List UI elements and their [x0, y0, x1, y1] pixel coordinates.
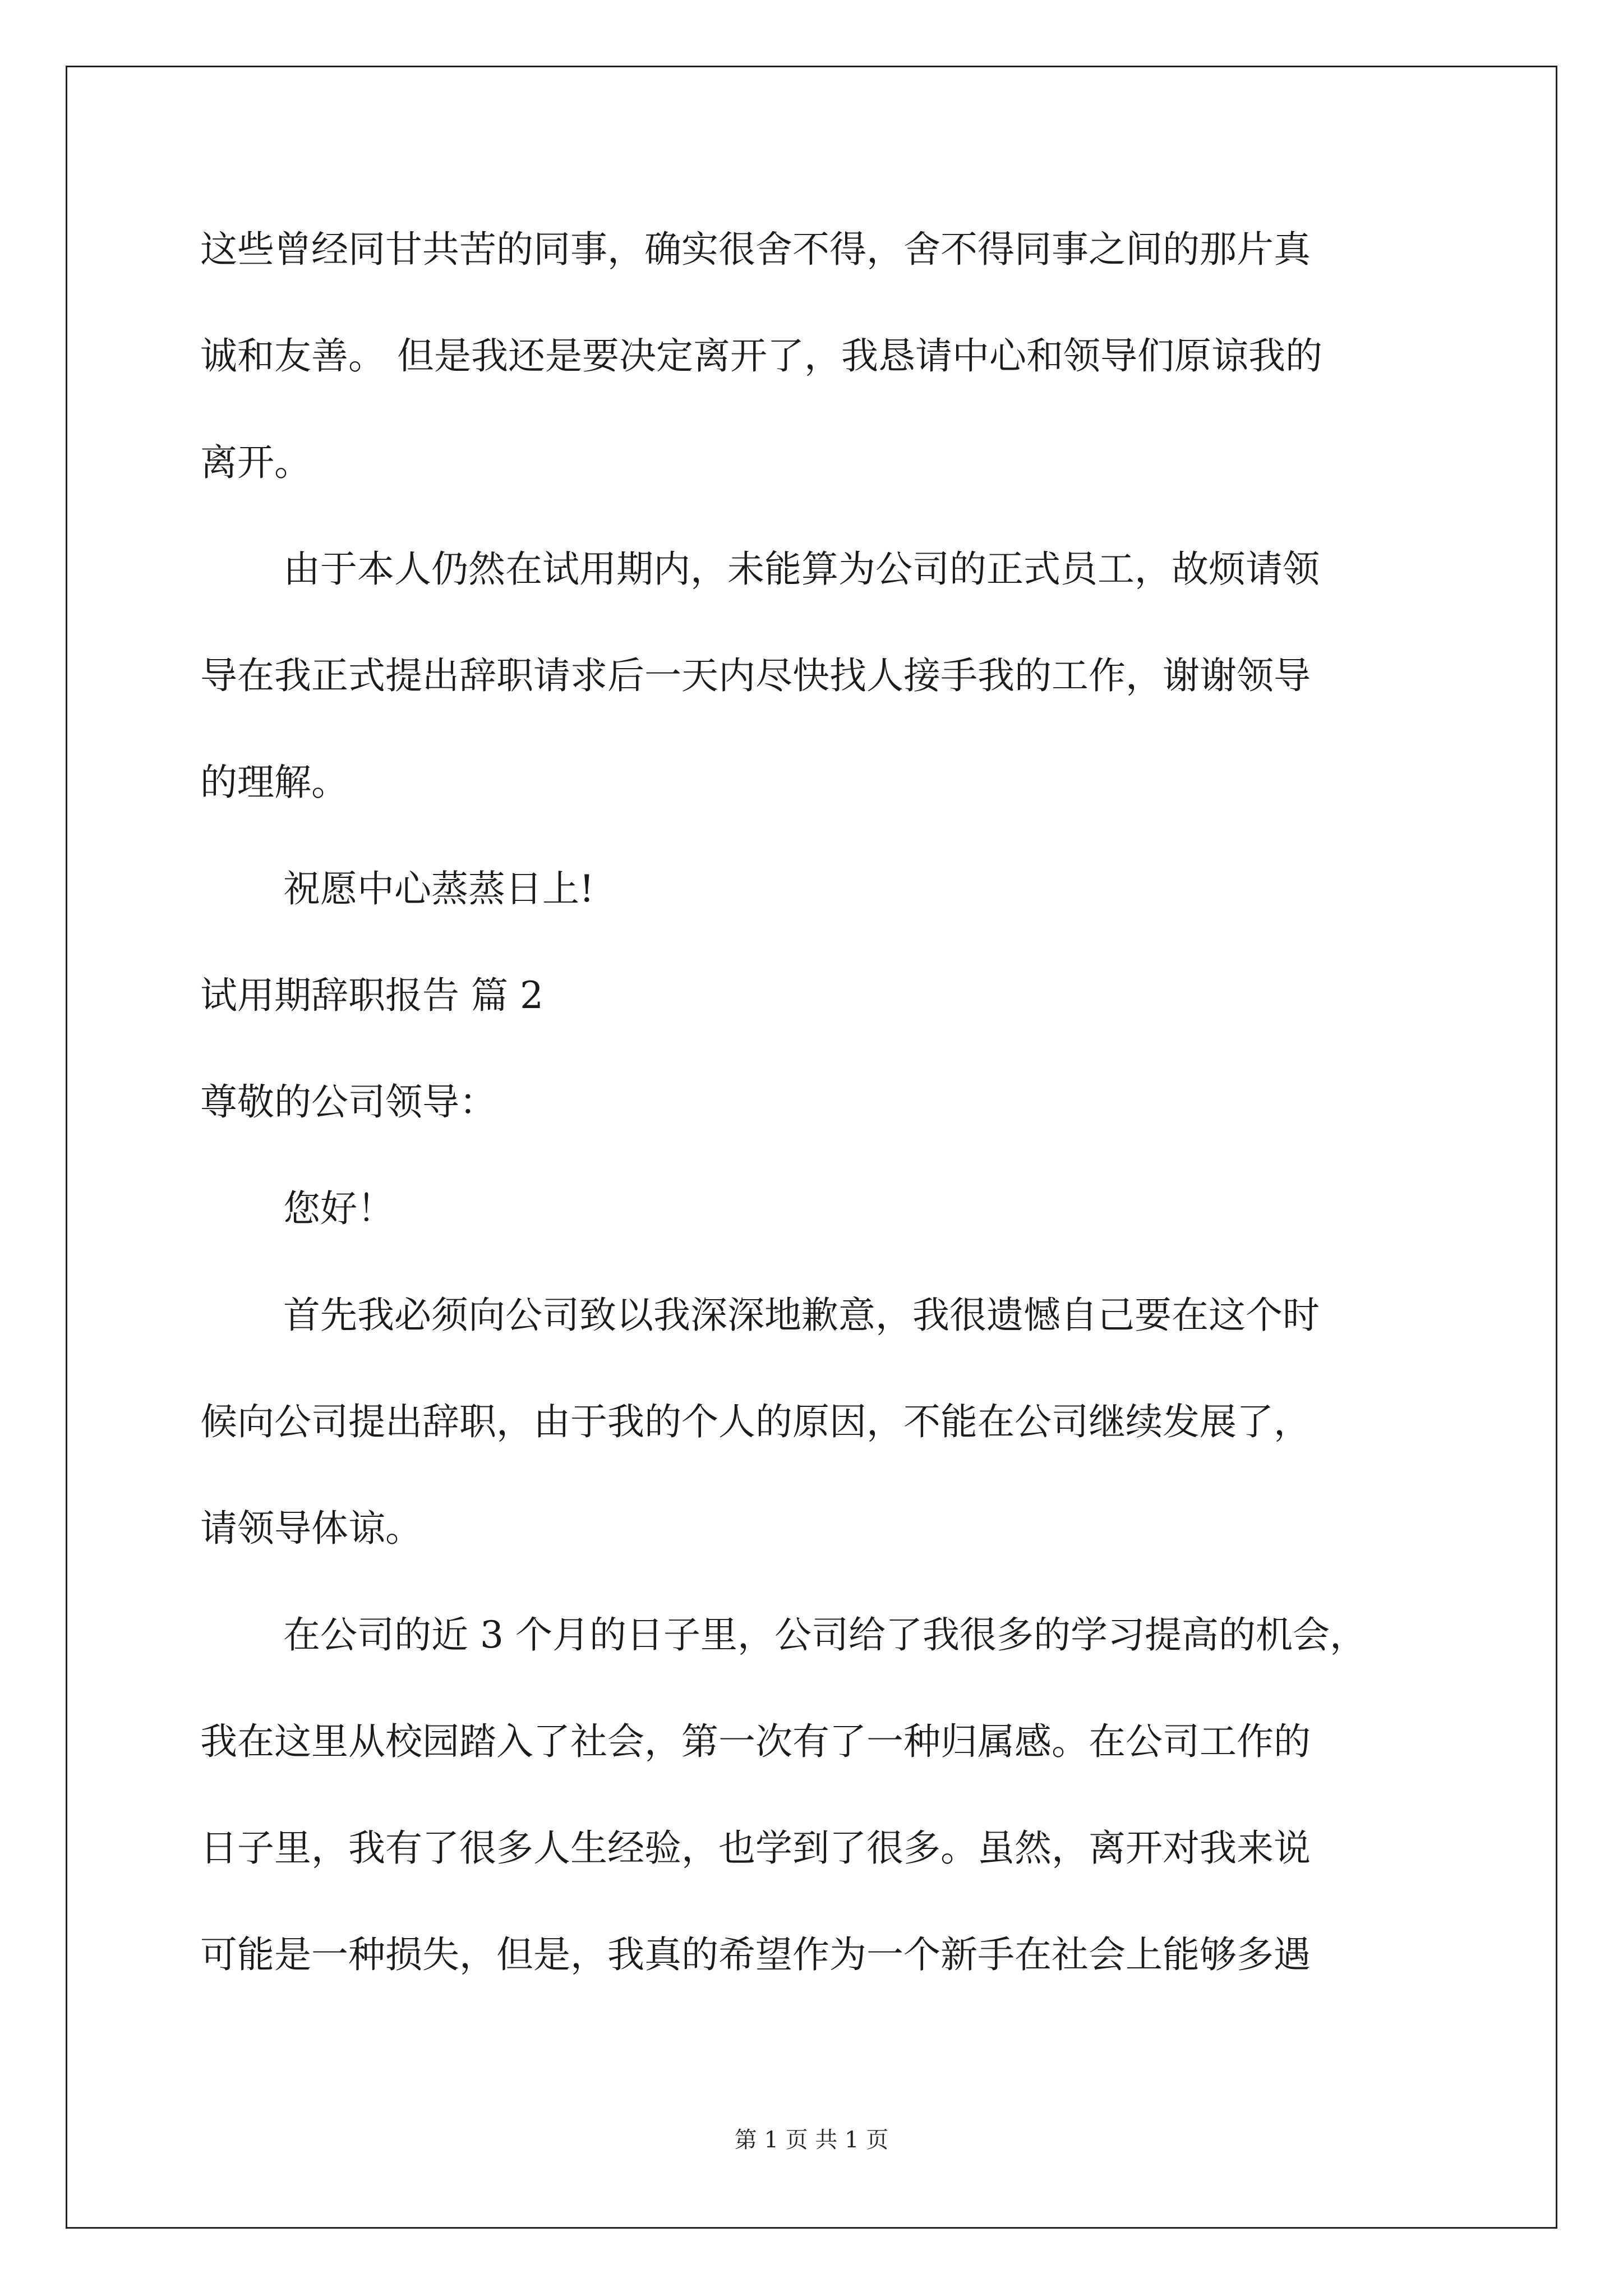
text-line: 请领导体谅。	[200, 1507, 422, 1550]
greeting: 您好！	[283, 1187, 394, 1230]
text-line: 首先我必须向公司致以我深深地歉意，我很遗憾自己要在这个时	[283, 1294, 1320, 1337]
text-line: 这些曾经同甘共苦的同事，确实很舍不得，舍不得同事之间的那片真	[200, 228, 1311, 271]
page-footer: 第 1 页 共 1 页	[734, 2127, 889, 2153]
text-line: 导在我正式提出辞职请求后一天内尽快找人接手我的工作，谢谢领导	[200, 654, 1311, 697]
text-line: 的理解。	[200, 761, 348, 804]
text-line: 诚和友善。 但是我还是要决定离开了，我恳请中心和领导们原谅我的	[200, 334, 1322, 378]
document-body	[200, 219, 1428, 2031]
text-line: 日子里，我有了很多人生经验，也学到了很多。虽然，离开对我来说	[200, 1826, 1311, 1870]
text-line: 在公司的近 3 个月的日子里，公司给了我很多的学习提高的机会，	[283, 1613, 1367, 1657]
salutation: 尊敬的公司领导：	[200, 1080, 496, 1124]
section-heading: 试用期辞职报告 篇 2	[200, 974, 543, 1017]
text-line: 我在这里从校园踏入了社会，第一次有了一种归属感。在公司工作的	[200, 1720, 1311, 1763]
text-line: 由于本人仍然在试用期内，未能算为公司的正式员工，故烦请领	[283, 547, 1320, 591]
text-line: 候向公司提出辞职，由于我的个人的原因，不能在公司继续发展了，	[200, 1400, 1311, 1443]
text-line: 可能是一种损失，但是，我真的希望作为一个新手在社会上能够多遇	[200, 1933, 1311, 1976]
text-line: 离开。	[200, 441, 311, 484]
text-line: 祝愿中心蒸蒸日上!	[283, 867, 594, 910]
